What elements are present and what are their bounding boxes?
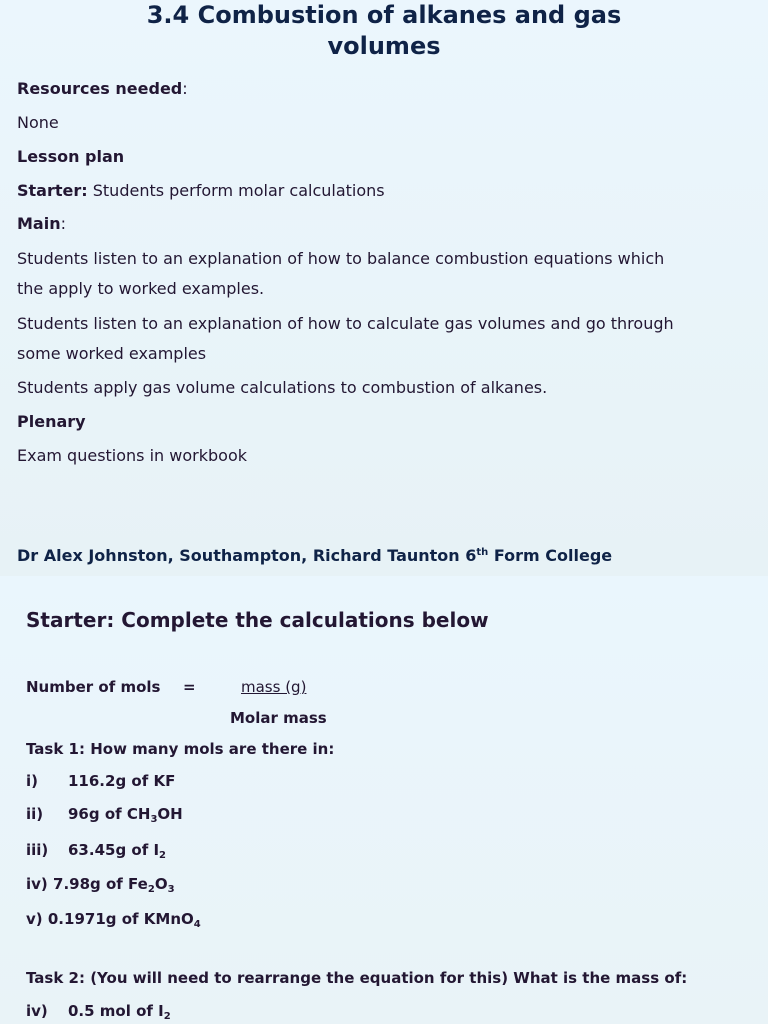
resources-value: None [17,113,59,132]
subscript: 4 [193,919,201,930]
subscript: 2 [163,1011,171,1022]
task1-item [26,772,175,790]
task1-item [26,805,183,823]
main-label: Main [17,214,61,233]
item-label: iv) [26,875,48,893]
starter-text: Students perform molar calculations [87,181,385,200]
resources-colon: : [182,79,188,98]
item-label: v) [26,910,43,928]
footer-text-b: Form College [488,546,613,565]
item-label: iv) [26,1002,48,1020]
item-text: 0.1971g of KMnO [47,910,194,928]
task1-item [26,875,175,893]
footer-superscript: th [476,547,489,558]
main-line-4: some worked examples [17,344,207,363]
item-text-2: OH [157,805,183,823]
item-text: 7.98g of Fe [53,875,148,893]
starter-label: Starter: [17,181,88,200]
subscript: 2 [159,850,167,861]
task1-item [26,841,166,859]
title-line-2: volumes [327,32,441,60]
starter-title: Starter: Complete the calculations below [26,608,489,632]
lesson-plan-heading: Lesson plan [17,147,125,166]
task1-item [26,910,201,928]
resources-label: Resources needed [17,79,183,98]
formula-numerator: mass (g) [241,678,307,696]
item-text: 116.2g of KF [68,772,176,790]
title-line-1: 3.4 Combustion of alkanes and gas [146,1,622,29]
item-label: iii) [26,841,49,859]
task1-heading: Task 1: How many mols are there in: [26,740,335,758]
item-text: 63.45g of I [68,841,160,859]
footer-text-a: Dr Alex Johnston, Southampton, Richard Taunton 6 [17,546,477,565]
author-footer [17,546,612,565]
formula-equals: = [183,678,196,696]
main-line-5: Students apply gas volume calculations to combustion of alkanes. [17,378,548,397]
main-line-2: the apply to worked examples. [17,279,265,298]
resources-line [17,74,188,104]
item-label: i) [26,772,38,790]
item-text: 0.5 mol of I [68,1002,164,1020]
slide-starter [0,576,768,1024]
subscript-2: 3 [167,884,175,895]
task2-heading: Task 2: (You will need to rearrange the equation for this) What is the mass of: [26,969,688,987]
plenary-heading: Plenary [17,412,86,431]
task2-item [26,1002,171,1020]
starter-line [17,176,385,206]
main-heading [17,209,66,239]
item-label: ii) [26,805,44,823]
subscript: 3 [150,814,158,825]
subscript: 2 [147,884,155,895]
plenary-text: Exam questions in workbook [17,446,247,465]
formula-left: Number of mols [26,678,161,696]
item-text: 96g of CH [68,805,151,823]
main-line-3: Students listen to an explanation of how to calculate gas volumes and go through [17,314,674,333]
main-line-1: Students listen to an explanation of how to balance combustion equations which [17,249,665,268]
page-title [0,0,768,62]
main-colon: : [60,214,66,233]
formula-denominator: Molar mass [230,709,327,727]
item-text-2: O [154,875,168,893]
